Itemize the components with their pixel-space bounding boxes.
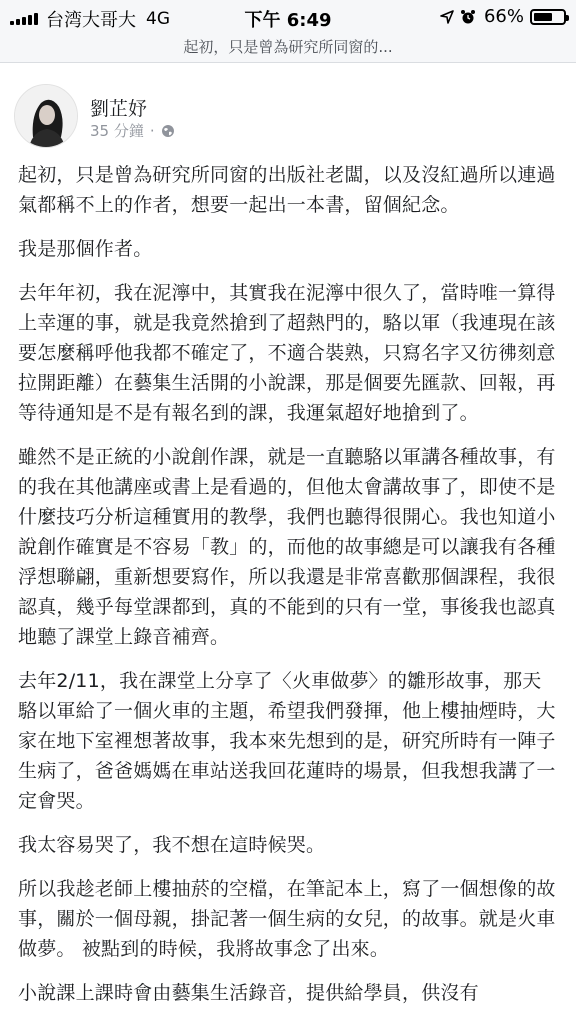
battery-percent: 66% (483, 6, 524, 27)
post-meta (90, 120, 175, 141)
status-time: 下午 6:49 (244, 10, 332, 31)
post-body (18, 160, 560, 1022)
carrier-name: 台湾大哥大 (46, 10, 136, 31)
globe-icon (161, 124, 175, 138)
post-paragraph: 所以我趁老師上樓抽菸的空檔，在筆記本上，寫了一個想像的故事，關於一個母親，掛記著一個生病的女兒，的故事。就是火車做夢。 被點到的時候，我將故事念了出來。 (18, 878, 556, 960)
post-paragraph: 我太容易哭了，我不想在這時候哭。 (18, 834, 326, 856)
network-type: 4G (146, 9, 170, 29)
battery-fill (534, 13, 552, 21)
battery-icon (530, 9, 566, 25)
author-name[interactable]: 劉芷妤 (90, 98, 148, 120)
author-avatar[interactable] (14, 84, 78, 148)
location-arrow-icon (440, 10, 454, 24)
post-paragraph: 起初，只是曾為研究所同窗的出版社老闆，以及沒紅過所以連過氣都稱不上的作者，想要一起出一本書，留個紀念。 (18, 164, 556, 216)
nav-title: 起初，只是曾為研究所同窗的... (183, 38, 393, 56)
alarm-clock-icon (460, 9, 476, 25)
post-paragraph: 我是那個作者。 (18, 238, 153, 260)
avatar-photo-icon (15, 85, 77, 147)
meta-separator: · (149, 121, 155, 140)
status-bar (0, 0, 576, 34)
post-time[interactable]: 35 分鐘 (90, 122, 144, 140)
post-paragraph: 小說課上課時會由藝集生活錄音，提供給學員，供沒有 (18, 982, 479, 1004)
post-paragraph: 去年2/11，我在課堂上分享了〈火車做夢〉的雛形故事，那天駱以軍給了一個火車的主題，希望我們發揮，他上樓抽煙時，大家在地下室裡想著故事，我本來先想到的是，研究所時有一陣子生病了，爸爸媽媽在車站送我回花蓮時的場景，但我想我講了一定會哭。 (18, 670, 556, 812)
post-paragraph: 去年年初，我在泥濘中，其實我在泥濘中很久了，當時唯一算得上幸運的事，就是我竟然搶到了超熱門的，駱以軍（我連現在該要怎麼稱呼他我都不確定了，不適合裝熟，只寫名字又彷彿刻意拉開距離）在藝集生活開的小說課，那是個要先匯款、回報，再等待通知是不是有報名到的課，我運氣超好地搶到了。 (18, 282, 556, 424)
post-paragraph: 雖然不是正統的小說創作課，就是一直聽駱以軍講各種故事，有的我在其他講座或書上是看過的，但他太會講故事了，即使不是什麼技巧分析這種實用的教學，我們也聽得很開心。我也知道小說創作確實是不容易「教」的，而他的故事總是可以讓我有各種浮想聯翩，重新想要寫作，所以我還是非常喜歡那個課程，我很認真，幾乎每堂課都到，真的不能到的只有一堂，事後我也認真地聽了課堂上錄音補齊。 (18, 446, 556, 648)
navigation-bar (0, 34, 576, 63)
